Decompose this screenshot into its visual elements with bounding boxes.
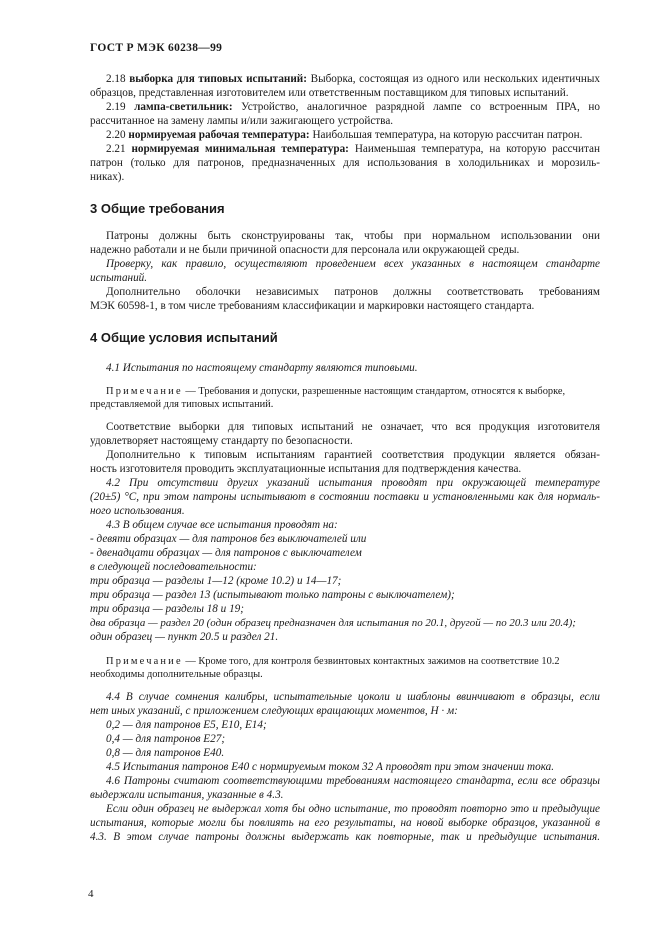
definition-2-20-number: 2.20 — [106, 129, 126, 141]
torque-item-1: 0,2 — для патронов Е5, Е10, Е14; — [106, 719, 267, 731]
para-conformity-line-1: Соответствие выборки для типовых испытаний не означает, что вся продукция изготовителя — [106, 421, 600, 433]
para-additional-line-1: Дополнительно к типовым испытаниям гарантией соответствия продукции является обязан- — [106, 449, 600, 461]
definition-2-18-number: 2.18 — [106, 73, 126, 85]
definition-2-19-text: Устройство, аналогичное разрядной лампе со встроенным ПРА, но — [241, 101, 600, 113]
definition-2-18-line-2: образцов, представленная изготовителем или ответственным поставщиком для типовых испытаний. — [90, 87, 569, 99]
torque-item-3: 0,8 — для патронов Е40. — [106, 747, 225, 759]
definition-2-19-term: лампа-светильник: — [134, 101, 233, 113]
note-1-line-1 — [106, 385, 565, 399]
clause-4-2-line-2: (20±5) °С, при этом патроны испытывают в состоянии поставки и установленными как для нормаль- — [90, 491, 600, 503]
definition-2-19-line-1 — [106, 100, 600, 114]
section-3-para-2-line-2: испытаний. — [90, 272, 148, 284]
section-4-heading: 4 Общие условия испытаний — [90, 330, 278, 345]
definition-2-21-line-3: никах). — [90, 171, 125, 183]
definition-2-18-line-1 — [106, 72, 600, 86]
retest-para-line-2: испытания, которые могли бы повлиять на его результаты, на новой выборке образцов, указанной в — [90, 817, 600, 829]
page-number: 4 — [88, 888, 94, 900]
note-2-line-2: необходимы дополнительные образцы. — [90, 669, 263, 680]
note-2-label: Примечание — [106, 656, 183, 667]
sequence-item-2: три образца — раздел 13 (испытывают только патроны с выключателем); — [90, 589, 455, 601]
definition-2-20-term: нормируемая рабочая температура: — [128, 129, 310, 141]
definition-2-21-number: 2.21 — [106, 143, 126, 155]
clause-4-4-line-1: 4.4 В случае сомнения калибры, испытательные цоколи и шаблоны ввинчивают в образцы, если — [106, 691, 600, 703]
definition-2-21-text: Наименьшая температура, на которую рассчитан — [354, 143, 600, 155]
para-additional-line-2: ность изготовителя проводить эксплуатационные испытания для подтверждения качества. — [90, 463, 522, 475]
definition-2-21-line-1 — [106, 142, 600, 156]
sequence-item-3: три образца — разделы 18 и 19; — [90, 603, 244, 615]
note-2-line-1 — [106, 655, 560, 669]
torque-item-2: 0,4 — для патронов Е27; — [106, 733, 226, 745]
clause-4-1: 4.1 Испытания по настоящему стандарту являются типовыми. — [106, 362, 418, 374]
section-3-para-3-line-2: МЭК 60598-1, в том числе требованиям классификации и маркировки настоящего стандарта. — [90, 300, 535, 312]
sequence-item-1: три образца — разделы 1—12 (кроме 10.2) и 14—17; — [90, 575, 342, 587]
clause-4-3: 4.3 В общем случае все испытания проводят на: — [106, 519, 338, 531]
note-1-line-2: представляемой для типовых испытаний. — [90, 399, 274, 410]
definition-2-20-line-1 — [106, 128, 582, 142]
retest-para-line-3: 4.3. В этом случае патроны должны выдержать как повторные, так и предыдущие испытания. — [90, 831, 600, 843]
clause-4-2-line-3: ного использования. — [90, 505, 185, 517]
definition-2-19-line-2: рассчитанное на замену лампы и/или зажигающего устройства. — [90, 115, 394, 127]
sequence-item-5: один образец — пункт 20.5 и раздел 21. — [90, 631, 279, 643]
definition-2-18-text: Выборка, состоящая из одного или нескольких идентичных — [310, 73, 600, 85]
clause-4-6-line-2: выдержали испытания, указанные в 4.3. — [90, 789, 284, 801]
definition-2-18-term: выборка для типовых испытаний: — [129, 73, 307, 85]
definition-2-21-line-2: патрон (только для патронов, предназначенных для использования в холодильниках и морозиль- — [90, 157, 600, 169]
note-1-label: Примечание — [106, 386, 183, 397]
clause-4-4-line-2: нет иных указаний, с приложением следующих вращающих моментов, Н · м: — [90, 705, 458, 717]
note-2-text: — Кроме того, для контроля безвинтовых контактных зажимов на соответствие 10.2 — [185, 656, 560, 667]
para-conformity-line-2: удовлетворяет настоящему стандарту по безопасности. — [90, 435, 353, 447]
definition-2-21-term: нормируемая минимальная температура: — [131, 143, 349, 155]
list-item-twelve-samples: - двенадцати образцах — для патронов с выключателем — [90, 547, 362, 559]
sequence-intro: в следующей последовательности: — [90, 561, 257, 573]
clause-4-6-line-1: 4.6 Патроны считают соответствующими требованиям настоящего стандарта, если все образцы — [106, 775, 600, 787]
clause-4-5: 4.5 Испытания патронов Е40 с нормируемым током 32 А проводят при этом значении тока. — [106, 761, 555, 773]
definition-2-19-number: 2.19 — [106, 101, 126, 113]
section-3-heading: 3 Общие требования — [90, 201, 225, 216]
note-1-text: — Требования и допуски, разрешенные настоящим стандартом, относятся к выборке, — [185, 386, 566, 397]
list-item-nine-samples: - девяти образцах — для патронов без выключателей или — [90, 533, 367, 545]
retest-para-line-1: Если один образец не выдержал хотя бы одно испытание, то проводят повторно это и предыдущие — [106, 803, 600, 815]
section-3-para-3-line-1: Дополнительно оболочки независимых патронов должны соответствовать требованиям — [106, 286, 600, 298]
clause-4-2-line-1: 4.2 При отсутствии других указаний испытания проводят при окружающей температуре — [106, 477, 600, 489]
document-header: ГОСТ Р МЭК 60238—99 — [90, 42, 223, 54]
section-3-para-2-line-1: Проверку, как правило, осуществляют проведением всех указанных в настоящем стандарте — [106, 258, 600, 270]
definition-2-20-text: Наибольшая температура, на которую рассчитан патрон. — [312, 129, 583, 141]
section-3-para-1-line-1: Патроны должны быть сконструированы так, чтобы при нормальном использовании они — [106, 230, 600, 242]
sequence-item-4: два образца — раздел 20 (один образец предназначен для испытания по 20.1, другой — по 20.3 или 20.4); — [90, 617, 576, 629]
section-3-para-1-line-2: надежно работали и не были причиной опасности для персонала или окружающей среды. — [90, 244, 520, 256]
